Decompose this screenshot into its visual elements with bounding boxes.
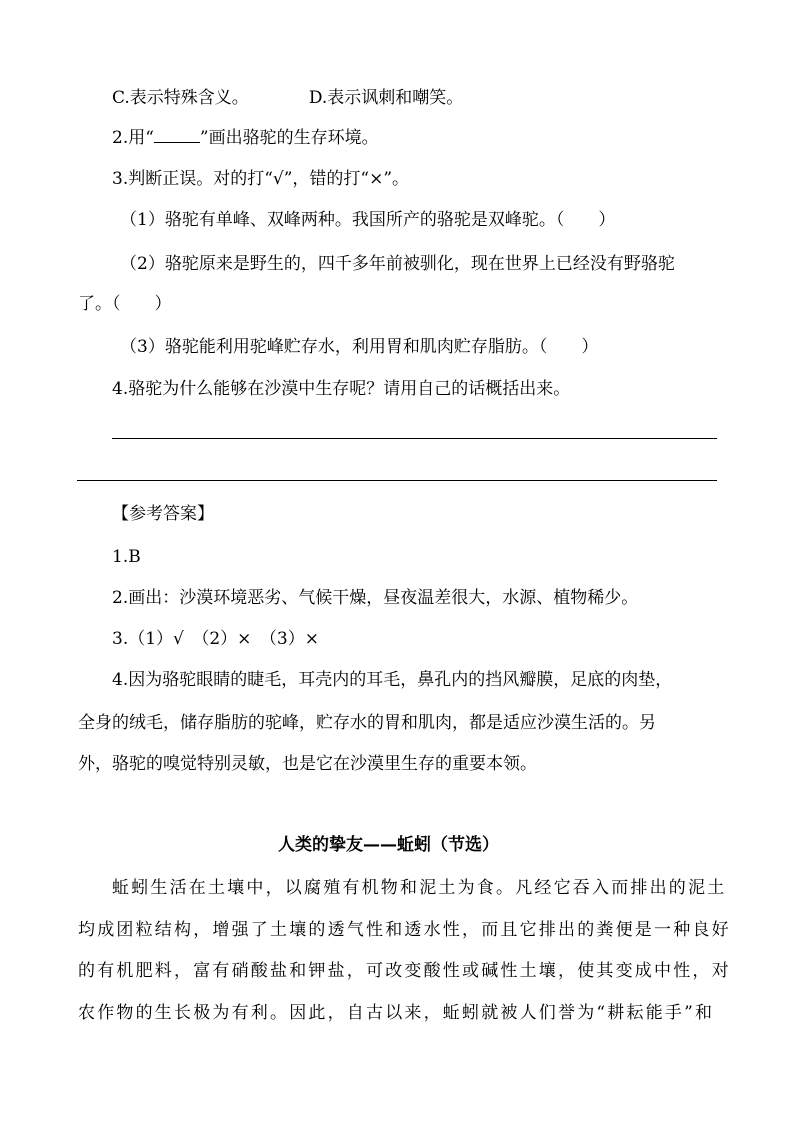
passage-line-3: 的有机肥料，富有硝酸盐和钾盐，可改变酸性或碱性土壤，使其变成中性，对 bbox=[78, 961, 731, 981]
answer-3: 3.（1）√ （2）× （3）× bbox=[112, 629, 319, 649]
answer-line-2 bbox=[77, 480, 717, 481]
answer-4-line-3: 外，骆驼的嗅觉特别灵敏，也是它在沙漠里生存的重要本领。 bbox=[78, 754, 537, 774]
passage-title: 人类的挚友——蚯蚓（节选） bbox=[278, 835, 499, 855]
answer-2: 2.画出：沙漠环境恶劣、气候干燥，昼夜温差很大，水源、植物稀少。 bbox=[112, 588, 639, 608]
answers-heading: 【参考答案】 bbox=[112, 504, 214, 524]
question-2 bbox=[112, 127, 379, 149]
passage-line-1: 蚯蚓生活在土壤中，以腐殖有机物和泥土为食。凡经它吞入而排出的泥土 bbox=[112, 878, 727, 898]
answer-4-line-1: 4.因为骆驼眼睛的睫毛，耳壳内的耳毛，鼻孔内的挡风瓣膜，足底的肉垫， bbox=[112, 670, 673, 690]
question-3: 3.判断正误。对的打“√”，错的打“×”。 bbox=[112, 169, 410, 189]
answer-1: 1.B bbox=[112, 547, 141, 567]
underline-mark bbox=[154, 128, 200, 143]
answer-4-line-2: 全身的绒毛，储存脂肪的驼峰，贮存水的胃和肌肉，都是适应沙漠生活的。另 bbox=[78, 713, 656, 733]
question-3-item-2-line-1: （2）骆驼原来是野生的，四千多年前被驯化，现在世界上已经没有野骆驼 bbox=[120, 254, 675, 274]
question-4: 4.骆驼为什么能够在沙漠中生存呢？请用自己的话概括出来。 bbox=[112, 379, 571, 399]
question-3-item-2-line-2: 了。（ ） bbox=[78, 294, 172, 314]
question-3-item-3: （3）骆驼能利用驼峰贮存水，利用胃和肌肉贮存脂肪。（ ） bbox=[120, 337, 599, 357]
answer-line-1 bbox=[112, 438, 717, 439]
option-c: C.表示特殊含义。 bbox=[112, 88, 249, 108]
question-2-prefix: 2.用“ bbox=[112, 128, 154, 148]
passage-line-2: 均成团粒结构，增强了土壤的透气性和透水性，而且它排出的粪便是一种良好 bbox=[78, 920, 731, 940]
question-3-item-1: （1）骆驼有单峰、双峰两种。我国所产的骆驼是双峰驼。（ ） bbox=[120, 210, 616, 230]
option-d: D.表示讽刺和嘲笑。 bbox=[308, 88, 464, 108]
options-row bbox=[112, 87, 463, 109]
passage-line-4: 农作物的生长极为有利。因此，自古以来，蚯蚓就被人们誉为“耕耘能手”和 bbox=[78, 1003, 715, 1023]
question-2-suffix: ”画出骆驼的生存环境。 bbox=[199, 128, 379, 148]
